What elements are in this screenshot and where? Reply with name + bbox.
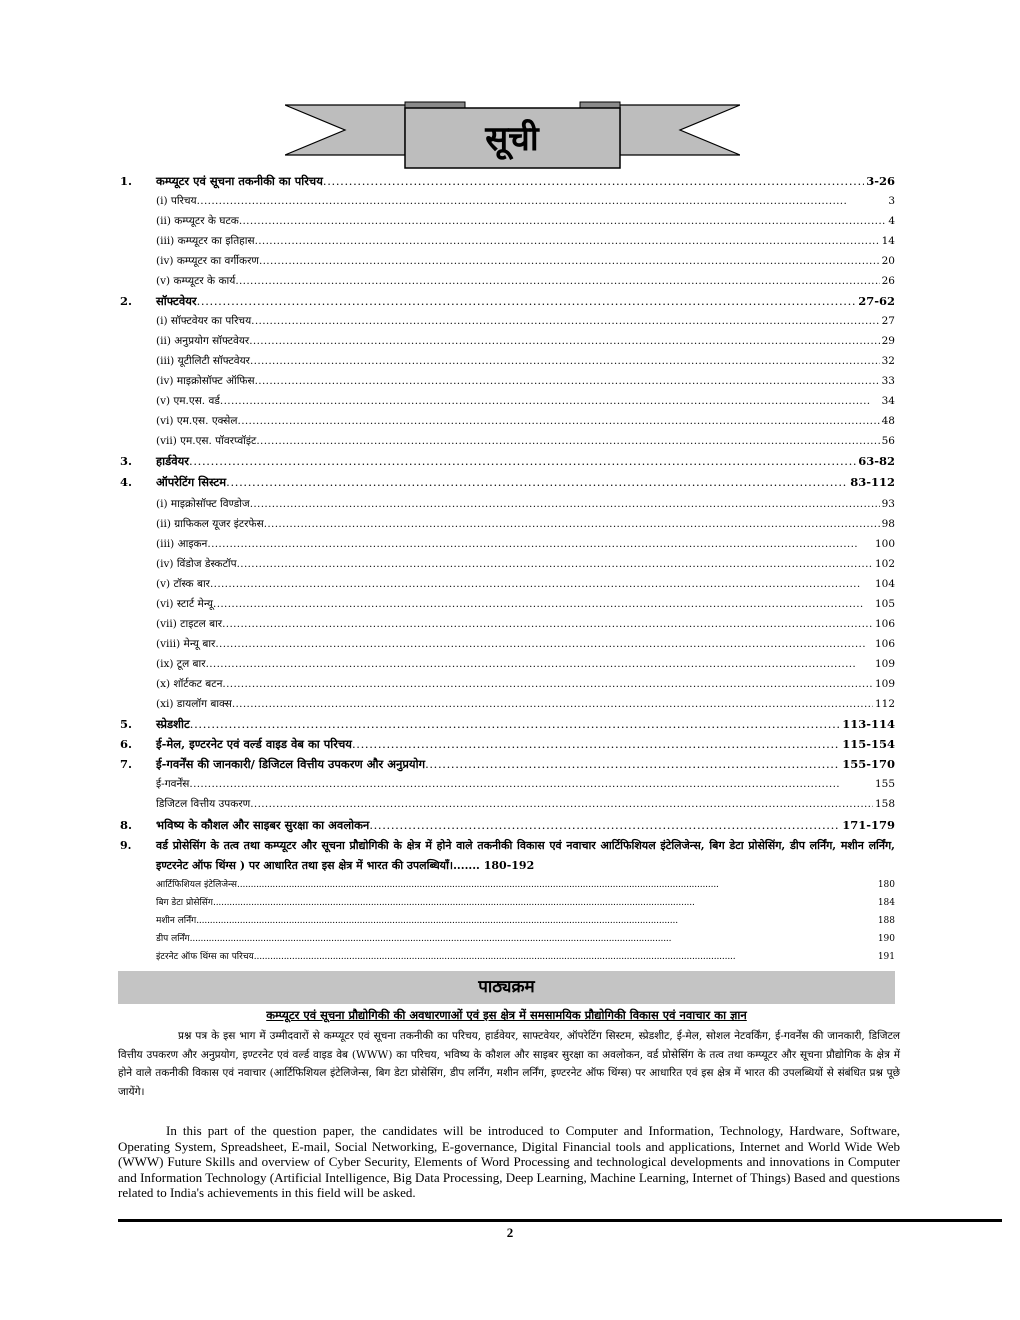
item-label: डिजिटल वित्तीय उपकरण [156, 798, 251, 810]
item-page: 102 [874, 558, 895, 570]
section-pages: 113-114 [842, 717, 895, 731]
syllabus-header: पाठ्यक्रम [118, 971, 895, 1004]
item-label: आर्टिफिशियल इंटेलिजेन्स [156, 880, 238, 890]
leader-dots [251, 311, 879, 331]
section-title: भविष्य के कौशल और साइबर सुरक्षा का अवलोकन [156, 818, 370, 832]
leader-dots [197, 291, 857, 311]
leader-dots [196, 912, 876, 930]
toc-section-5[interactable] [120, 714, 895, 734]
toc-item[interactable] [120, 894, 895, 912]
toc-item[interactable] [120, 654, 895, 674]
leader-dots [254, 948, 876, 966]
section-pages: 115-154 [842, 737, 895, 751]
section-title: हार्डवेयर [156, 454, 190, 468]
item-label: (i) सॉफ्टवेयर का परिचय [156, 315, 252, 327]
item-label: (x) शॉर्टकट बटन [156, 678, 223, 690]
item-page: 29 [881, 335, 895, 347]
toc-section-7[interactable] [120, 754, 895, 774]
leader-dots [207, 534, 873, 554]
item-label: (v) कम्प्यूटर के कार्य [156, 275, 236, 287]
item-label: (vi) एम.एस. एक्सेल [156, 415, 238, 427]
toc-item[interactable] [120, 912, 895, 930]
leader-dots [256, 431, 879, 451]
item-label: (iii) कम्प्यूटर का इतिहास [156, 235, 255, 247]
toc-item[interactable] [120, 271, 895, 291]
toc-section-6[interactable] [120, 734, 895, 754]
item-label: (v) टॉस्क बार [156, 578, 210, 590]
leader-dots [220, 391, 880, 411]
section-pages: 27-62 [858, 294, 895, 308]
leader-dots [352, 734, 840, 754]
toc-item[interactable] [120, 411, 895, 431]
item-label: (i) माइक्रोसॉफ्ट विण्डोज [156, 498, 250, 510]
toc-item[interactable] [120, 694, 895, 714]
leader-dots [249, 331, 879, 351]
toc-item[interactable] [120, 634, 895, 654]
leader-dots [210, 574, 873, 594]
section-title: ऑपरेटिंग सिस्टम [156, 475, 227, 489]
item-page: 93 [881, 498, 895, 510]
section-title: स्प्रेडशीट [156, 717, 190, 731]
title-banner [285, 100, 740, 170]
item-page: 48 [881, 415, 895, 427]
item-label: (viii) मेन्यू बार [156, 638, 216, 650]
toc-item[interactable] [120, 251, 895, 271]
item-page: 105 [874, 598, 895, 610]
item-label: (ix) टूल बार [156, 658, 206, 670]
syllabus-english-paragraph: In this part of the question paper, the candidates will be introduced to Computer and Information, Technology, Hardware, Software, Operating System, Spreadsheet, E-mail, Social Networking, E-governance, Digital Financial tools and applications, Internet and World Wide Web (WWW) Future Skills and overview of Cyber Security, Elements of Word Processing and technological developments and innovations in Computer and Information Technology (Artificial Intelligence, Big Data Processing, Deep Learning, Machine Learning, Internet of Things) Based and questions related to India's achievements in this field will be asked. [118, 1123, 900, 1200]
leader-dots [222, 614, 873, 634]
item-page: 4 [888, 215, 895, 227]
leader-dots [213, 594, 873, 614]
toc-section-9[interactable] [120, 836, 895, 876]
leader-dots [215, 634, 873, 654]
section-number: 3. [120, 454, 133, 468]
toc-item[interactable] [120, 351, 895, 371]
item-page: 190 [877, 934, 895, 944]
item-page: 14 [881, 235, 895, 247]
toc-item[interactable] [120, 614, 895, 634]
item-page: 106 [874, 618, 895, 630]
toc-item[interactable] [120, 876, 895, 894]
leader-dots [226, 471, 848, 494]
leader-dots [237, 554, 873, 574]
section-number: 7. [120, 757, 133, 771]
item-page: 191 [877, 952, 895, 962]
item-page: 104 [874, 578, 895, 590]
item-label: (ii) ग्राफिकल यूजर इंटरफेस [156, 518, 264, 530]
item-page: 20 [881, 255, 895, 267]
item-page: 188 [877, 916, 895, 926]
leader-dots [323, 171, 864, 191]
item-page: 33 [881, 375, 895, 387]
toc-item[interactable] [120, 311, 895, 331]
item-page: 109 [874, 678, 895, 690]
item-page: 155 [874, 778, 895, 790]
item-label: (iv) कम्प्यूटर का वर्गीकरण [156, 255, 259, 267]
section-number: 8. [120, 818, 133, 832]
section-title: ई-मेल, इण्टरनेट एवं वर्ल्ड वाइड वेब का परिचय [156, 737, 352, 751]
item-label: (xi) डायलॉग बाक्स [156, 698, 232, 710]
leader-dots [206, 654, 873, 674]
section-number: 5. [120, 717, 133, 731]
toc-item[interactable] [120, 794, 895, 814]
section-pages: 180-192 [483, 859, 535, 872]
toc-section-1[interactable] [120, 171, 895, 191]
item-page: 109 [874, 658, 895, 670]
footer-divider [118, 1219, 1002, 1222]
toc-section-3[interactable] [120, 451, 895, 471]
item-label: इंटरनेट ऑफ थिंग्स का परिचय [156, 952, 254, 962]
toc-section-2[interactable] [120, 291, 895, 311]
item-label: (vii) टाइटल बार [156, 618, 223, 630]
item-page: 112 [874, 698, 895, 710]
section-number: 6. [120, 737, 133, 751]
leader-dots [250, 794, 873, 814]
item-page: 56 [881, 435, 895, 447]
section-pages: 83-112 [850, 475, 895, 489]
toc-item[interactable] [120, 494, 895, 514]
item-page: 98 [881, 518, 895, 530]
leader-dots [239, 211, 887, 231]
toc-item[interactable] [120, 431, 895, 451]
toc-section-4[interactable] [120, 471, 895, 494]
toc-item[interactable] [120, 930, 895, 948]
item-page: 180 [877, 880, 895, 890]
leader-dots [369, 814, 840, 836]
toc-item[interactable] [120, 211, 895, 231]
toc-item[interactable] [120, 514, 895, 534]
banner-title: सूची [485, 119, 539, 159]
item-label: (iii) यूटीलिटी सॉफ्टवेयर [156, 355, 250, 367]
leader-dots [264, 514, 880, 534]
toc-item[interactable] [120, 231, 895, 251]
leader-dots [250, 494, 880, 514]
item-label: (vii) एम.एस. पॉवरप्वॉइंट [156, 435, 257, 447]
leader-dots [189, 774, 873, 794]
item-page: 100 [874, 538, 895, 550]
toc-item[interactable] [120, 774, 895, 794]
item-page: 32 [881, 355, 895, 367]
section-title: कम्प्यूटर एवं सूचना तकनीकी का परिचय [156, 174, 323, 188]
toc-item[interactable] [120, 574, 895, 594]
item-page: 26 [881, 275, 895, 287]
item-label: (vi) स्टार्ट मेन्यू [156, 598, 214, 610]
item-label: ई-गवर्नेंस [156, 778, 190, 790]
item-label: (iv) विंडोज डेस्कटॉप [156, 558, 237, 570]
item-page: 27 [881, 315, 895, 327]
item-page: 184 [877, 898, 895, 908]
toc-item[interactable] [120, 534, 895, 554]
item-label: (v) एम.एस. वर्ड [156, 395, 220, 407]
page-number: 2 [506, 1225, 514, 1240]
item-label: (ii) कम्प्यूटर के घटक [156, 215, 239, 227]
leader-dots [235, 271, 879, 291]
item-label: (iv) माइक्रोसॉफ्ट ऑफिस [156, 375, 255, 387]
section-title: वर्ड प्रोसेसिंग के तत्व तथा कम्प्यूटर और सूचना प्रौद्योगिकी के क्षेत्र में होने वाले तकनीकी विकास एवं नवाचार आर्टिफिशियल इंटेलिजेन्स, बिग डेटा प्रोसेसिंग, डीप लर्निंग, मशीन लर्निंग, इण्टरनेट ऑफ थिंग्स ) पर आधारित तथा इस क्षेत्र में भारत की उपलब्धियाँ।....... [156, 839, 895, 872]
item-label: बिग डेटा प्रोसेसिंग [156, 898, 213, 908]
item-label: डीप लर्निंग [156, 934, 190, 944]
leader-dots [250, 351, 880, 371]
leader-dots [189, 451, 856, 471]
section-number: 4. [120, 475, 133, 489]
section-title: ई-गवर्नेंस की जानकारी/ डिजिटल वित्तीय उपकरण और अनुप्रयोग [156, 757, 426, 771]
item-label: मशीन लर्निंग [156, 916, 197, 926]
item-page: 34 [881, 395, 895, 407]
section-number: 9. [120, 839, 132, 852]
toc-section-8[interactable] [120, 814, 895, 836]
toc-item[interactable] [120, 371, 895, 391]
toc-item[interactable] [120, 594, 895, 614]
toc-item[interactable] [120, 554, 895, 574]
leader-dots [232, 694, 873, 714]
toc-item[interactable] [120, 674, 895, 694]
toc-item[interactable] [120, 391, 895, 411]
item-label: (ii) अनुप्रयोग सॉफ्टवेयर [156, 335, 250, 347]
section-number: 2. [120, 294, 133, 308]
section-pages: 63-82 [858, 454, 895, 468]
syllabus-hindi-paragraph: प्रश्न पत्र के इस भाग में उम्मीदवारों से कम्प्यूटर एवं सूचना तकनीकी का परिचय, हार्डवेयर, साफ्टवेयर, ऑपरेटिंग सिस्टम, स्प्रेडशीट, ई-मेल, सोशल नेटवर्किंग, ई-गवर्नेंस की जानकारी, डिजिटल वित्तीय उपकरण और अनुप्रयोग, इण्टरनेट एवं वर्ल्ड वाइड वेब (WWW) का परिचय, भविष्य के कौशल और साइबर सुरक्षा का अवलोकन, वर्ड प्रोसेसिंग के तत्व तथा कम्प्यूटर और सूचना प्रौद्योगिक के क्षेत्र में होने वाले तकनीकी विकास एवं नवाचार (आर्टिफिशियल इंटेलिजेन्स, बिग डेटा प्रोसेसिंग, डीप लर्निंग, मशीन लर्निंग, इण्टरनेट ऑफ थिंग्स) पर आधारित एवं इस क्षेत्र में भारत की उपलब्धियों से संबंधित प्रश्न पूछे जायेंगे। [118, 1030, 900, 1098]
item-page: 3 [888, 195, 895, 207]
leader-dots [213, 894, 876, 912]
section-pages: 171-179 [842, 818, 895, 832]
table-of-contents [120, 171, 895, 966]
leader-dots [190, 930, 876, 948]
section-pages: 155-170 [842, 757, 895, 771]
leader-dots [259, 251, 880, 271]
leader-dots [237, 876, 876, 894]
leader-dots [190, 714, 840, 734]
leader-dots [255, 371, 880, 391]
toc-item[interactable] [120, 191, 895, 211]
item-label: (iii) आइकन [156, 538, 208, 550]
item-page: 158 [874, 798, 895, 810]
toc-item[interactable] [120, 948, 895, 966]
section-title: सॉफ्टवेयर [156, 294, 197, 308]
leader-dots [255, 231, 880, 251]
leader-dots [425, 754, 840, 774]
leader-dots [238, 411, 880, 431]
leader-dots [197, 191, 887, 211]
toc-item[interactable] [120, 331, 895, 351]
leader-dots [222, 674, 873, 694]
item-page: 106 [874, 638, 895, 650]
section-pages: 3-26 [866, 174, 895, 188]
section-number: 1. [120, 174, 133, 188]
syllabus-subtitle: कम्प्यूटर एवं सूचना प्रौद्योगिकी की अवधारणाओं एवं इस क्षेत्र में समसामयिक प्रौद्योगिकी विकास एवं नवाचार का ज्ञान [266, 1008, 747, 1022]
item-label: (i) परिचय [156, 195, 197, 207]
